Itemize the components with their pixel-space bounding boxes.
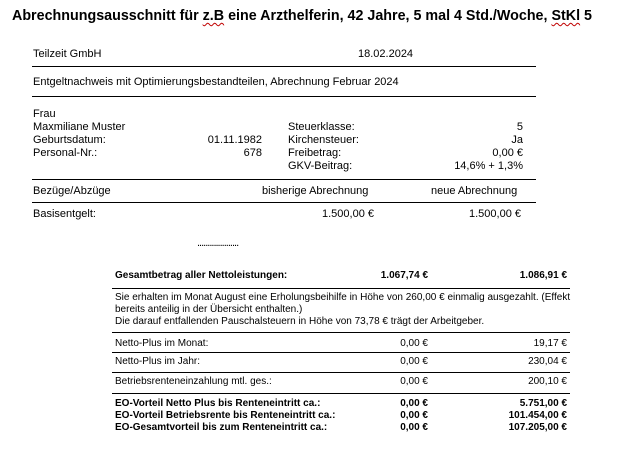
personnel-number-value: 678 bbox=[243, 147, 262, 159]
net-plus-year-new: 230,04 € bbox=[528, 356, 567, 367]
eo-total-new: 107.205,00 € bbox=[508, 422, 567, 433]
statement-date: 18.02.2024 bbox=[358, 48, 414, 60]
net-total-label: Gesamtbetrag aller Nettoleistungen: bbox=[115, 270, 288, 281]
pension-payment-label: Betriebsrenteneinzahlung mtl. ges.: bbox=[115, 376, 272, 387]
eo-total-label: EO-Gesamtvorteil bis zum Renteneintritt ca.: bbox=[115, 422, 328, 433]
net-plus-month-label: Netto-Plus im Monat: bbox=[115, 338, 209, 349]
gkv-value: 14,6% + 1,3% bbox=[454, 160, 523, 172]
note-line: Sie erhalten im Monat August eine Erholungsbeihilfe in Höhe von 260,00 € einmalig ausgezahlt. (Effekt bbox=[115, 292, 571, 303]
divider bbox=[112, 332, 570, 333]
salutation: Frau bbox=[33, 108, 56, 120]
eo-net-plus-label: EO-Vorteil Netto Plus bis Renteneintritt ca.: bbox=[115, 398, 321, 409]
net-plus-month-old: 0,00 € bbox=[400, 338, 428, 349]
tax-class-label: Steuerklasse: bbox=[288, 121, 355, 133]
net-plus-year-old: 0,00 € bbox=[400, 356, 428, 367]
company-name: Teilzeit GmbH bbox=[33, 48, 102, 60]
divider bbox=[112, 352, 570, 353]
eo-pension-label: EO-Vorteil Betriebsrente bis Renteneintritt ca.: bbox=[115, 410, 336, 421]
column-header-items: Bezüge/Abzüge bbox=[33, 185, 111, 197]
net-total-old: 1.067,74 € bbox=[380, 270, 428, 281]
basis-salary-old: 1.500,00 € bbox=[322, 208, 374, 220]
column-header-previous: bisherige Abrechnung bbox=[262, 185, 369, 197]
divider bbox=[112, 372, 570, 373]
statement-subtitle: Entgeltnachweis mit Optimierungsbestandteilen, Abrechnung Februar 2024 bbox=[33, 76, 399, 88]
document-title: Abrechnungsausschnitt für z.B eine Arzthelferin, 42 Jahre, 5 mal 4 Std./Woche, StKl 5 bbox=[12, 8, 593, 24]
personnel-number-label: Personal-Nr.: bbox=[33, 147, 98, 159]
omitted-rows-ellipsis: .................... bbox=[197, 237, 239, 249]
divider bbox=[112, 288, 570, 289]
divider bbox=[112, 393, 570, 394]
employee-name: Maxmiliane Muster bbox=[33, 121, 126, 133]
note-line: Die darauf entfallenden Pauschalsteuern in Höhe von 73,78 € trägt der Arbeitgeber. bbox=[115, 316, 485, 327]
basis-salary-new: 1.500,00 € bbox=[469, 208, 521, 220]
birth-date-label: Geburtsdatum: bbox=[33, 134, 106, 146]
divider bbox=[32, 96, 536, 97]
allowance-label: Freibetrag: bbox=[288, 147, 342, 159]
eo-net-plus-old: 0,00 € bbox=[400, 398, 428, 409]
church-tax-label: Kirchensteuer: bbox=[288, 134, 359, 146]
divider bbox=[32, 179, 536, 180]
note-line: bereits anteilig in der Übersicht enthalten.) bbox=[115, 304, 303, 315]
allowance-value: 0,00 € bbox=[492, 147, 523, 159]
pension-payment-old: 0,00 € bbox=[400, 376, 428, 387]
gkv-label: GKV-Beitrag: bbox=[288, 160, 353, 172]
pension-payment-new: 200,10 € bbox=[528, 376, 567, 387]
divider bbox=[32, 66, 536, 67]
column-header-new: neue Abrechnung bbox=[431, 185, 518, 197]
divider bbox=[32, 202, 536, 203]
basis-salary-label: Basisentgelt: bbox=[33, 208, 96, 220]
net-total-new: 1.086,91 € bbox=[519, 270, 567, 281]
eo-pension-new: 101.454,00 € bbox=[508, 410, 567, 421]
tax-class-value: 5 bbox=[516, 121, 523, 133]
birth-date-value: 01.11.1982 bbox=[207, 134, 262, 146]
eo-pension-old: 0,00 € bbox=[400, 410, 428, 421]
eo-net-plus-new: 5.751,00 € bbox=[519, 398, 567, 409]
eo-total-old: 0,00 € bbox=[400, 422, 428, 433]
church-tax-value: Ja bbox=[511, 134, 523, 146]
net-plus-month-new: 19,17 € bbox=[533, 338, 567, 349]
net-plus-year-label: Netto-Plus im Jahr: bbox=[115, 356, 201, 367]
